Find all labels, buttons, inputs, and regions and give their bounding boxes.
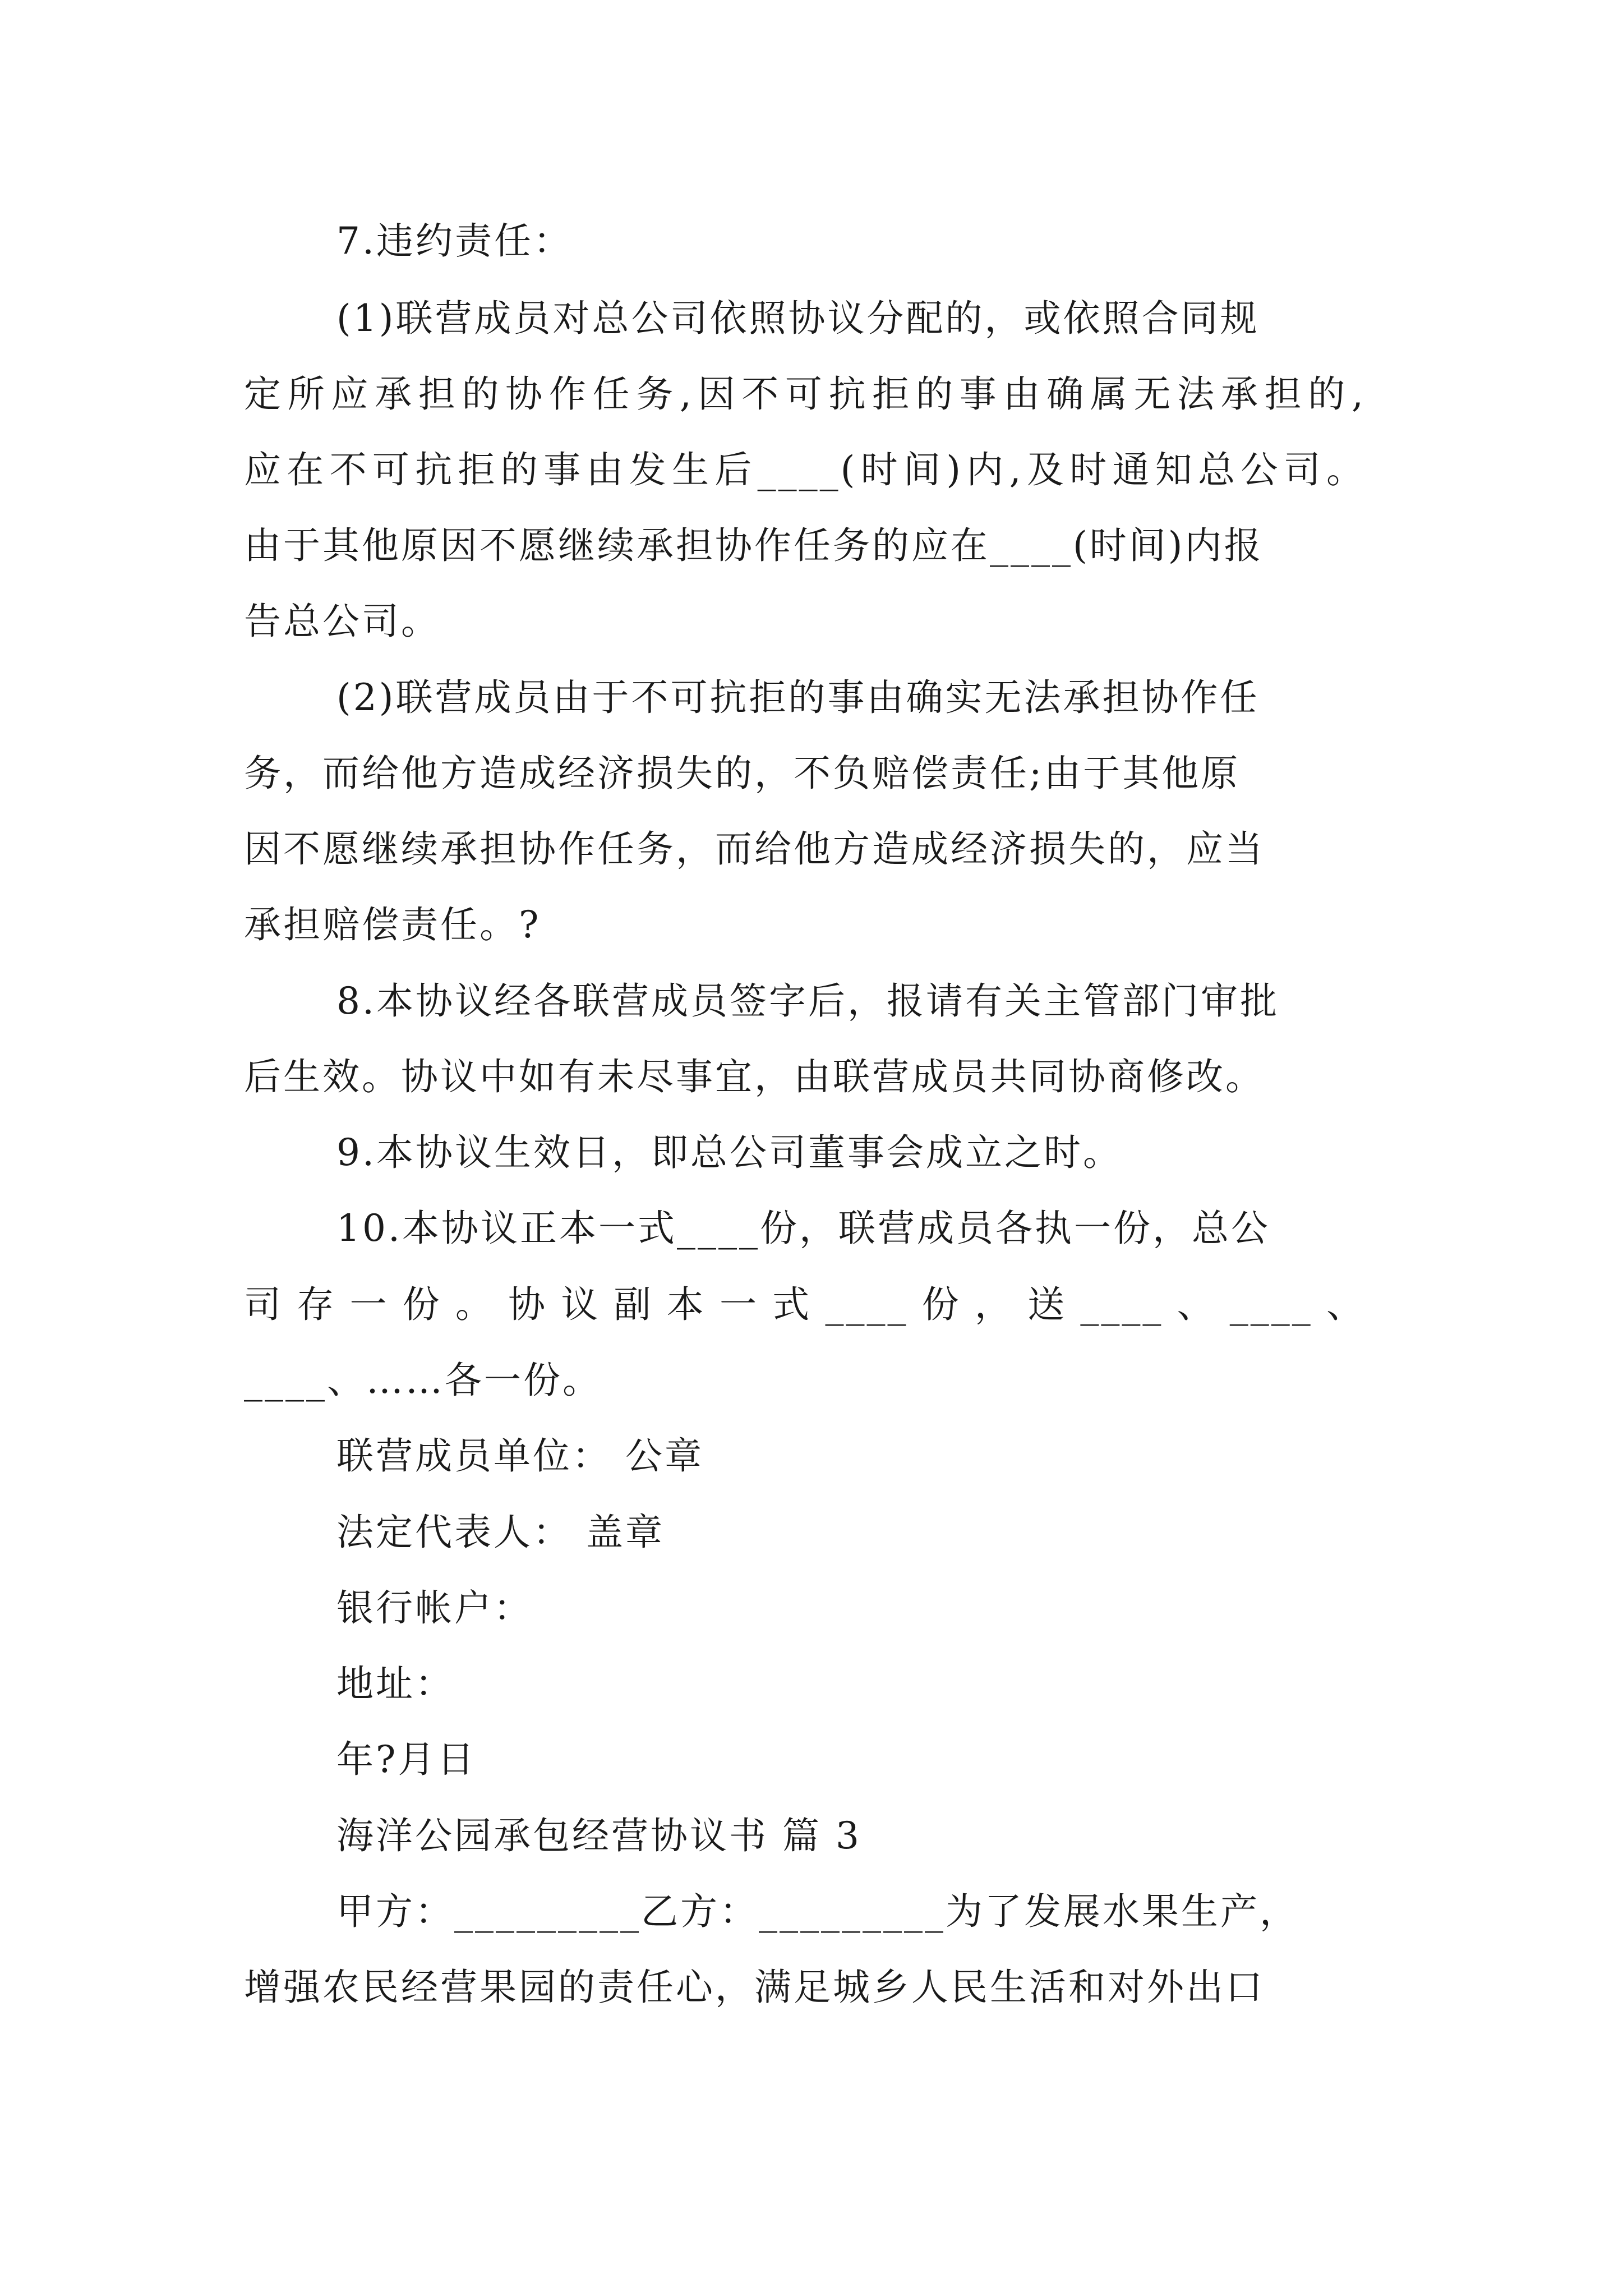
paragraph-line: 10.本协议正本一式____份，联营成员各执一份，总公 bbox=[336, 1207, 1270, 1250]
paragraph-line: 9.本协议生效日，即总公司董事会成立之时。 bbox=[336, 1131, 1122, 1174]
paragraph-line: 8.本协议经各联营成员签字后，报请有关主管部门审批 bbox=[336, 979, 1279, 1023]
paragraph-line: 甲方：_________乙方：_________为了发展水果生产， bbox=[336, 1890, 1299, 1933]
paragraph-line: ____、……各一份。 bbox=[244, 1359, 602, 1402]
paragraph-line: 后生效。协议中如有未尽事宜，由联营成员共同协商修改。 bbox=[244, 1055, 1265, 1098]
paragraph-line: 增强农民经营果园的责任心，满足城乡人民生活和对外出口 bbox=[244, 1966, 1265, 2009]
signature-field: 银行帐户： bbox=[336, 1586, 533, 1630]
signature-field: 联营成员单位： 公章 bbox=[336, 1434, 704, 1478]
paragraph-line: 司存一份。协议副本一式____份，送____、____、 bbox=[244, 1283, 1366, 1326]
paragraph-line: (2)联营成员由于不可抗拒的事由确实无法承担协作任 bbox=[336, 676, 1260, 719]
section-heading-breach: 7.违约责任： bbox=[336, 219, 573, 263]
paragraph-line: 定所应承担的协作任务,因不可抗拒的事由确属无法承担的, bbox=[244, 372, 1366, 416]
signature-field: 法定代表人： 盖章 bbox=[336, 1511, 665, 1554]
paragraph-line: 告总公司。 bbox=[244, 600, 440, 643]
paragraph-line: 由于其他原因不愿继续承担协作任务的应在____(时间)内报 bbox=[244, 524, 1264, 567]
paragraph-line: 承担赔偿责任。? bbox=[244, 903, 541, 946]
paragraph-line: 务，而给他方造成经济损失的，不负赔偿责任;由于其他原 bbox=[244, 752, 1241, 795]
paragraph-line: 因不愿继续承担协作任务，而给他方造成经济损失的，应当 bbox=[244, 827, 1265, 871]
date-field: 年?月日 bbox=[336, 1738, 477, 1781]
paragraph-line: 应在不可抗拒的事由发生后____(时间)内,及时通知总公司。 bbox=[244, 448, 1366, 491]
section-title: 海洋公园承包经营协议书 篇 3 bbox=[336, 1814, 861, 1857]
paragraph-line: (1)联营成员对总公司依照协议分配的，或依照合同规 bbox=[336, 297, 1260, 340]
signature-field: 地址： bbox=[336, 1662, 454, 1705]
